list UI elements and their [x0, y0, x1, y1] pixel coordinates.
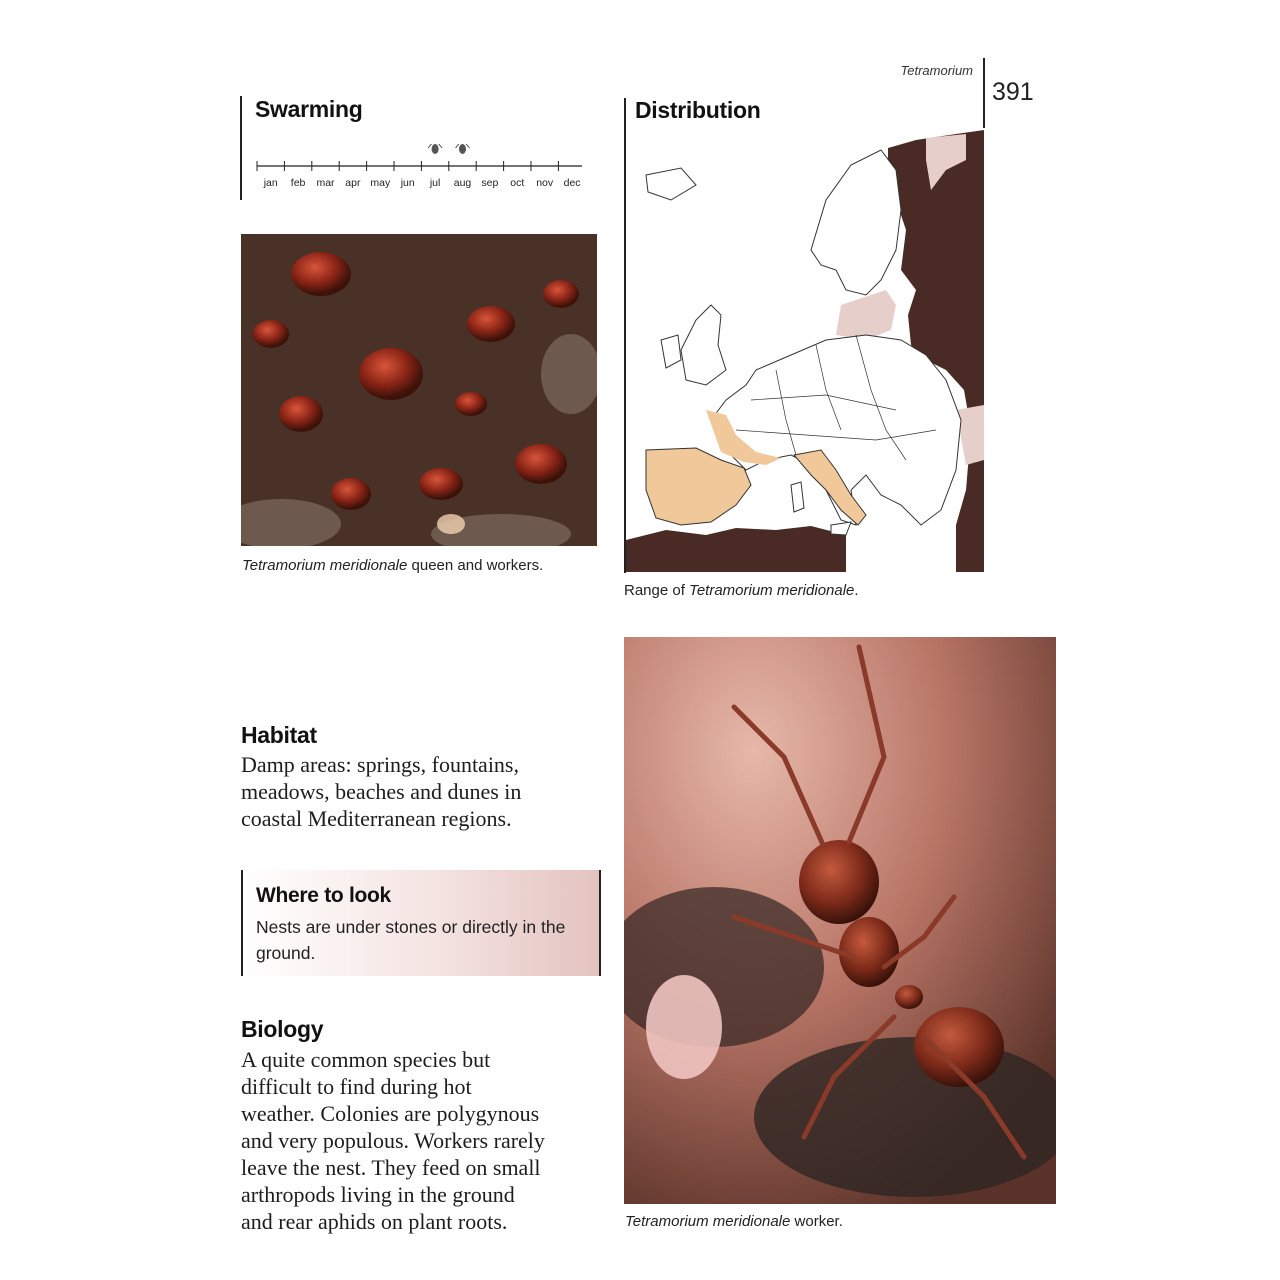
month-label-sep: sep	[481, 177, 499, 189]
swarming-title: Swarming	[255, 96, 363, 122]
ant-cluster-image	[241, 234, 597, 546]
caption-species: Tetramorium meridionale	[242, 557, 408, 574]
distribution-map	[626, 130, 984, 572]
habitat-line: meadows, beaches and dunes in	[241, 779, 522, 804]
month-label-oct: oct	[510, 177, 525, 189]
month-label-jun: jun	[400, 177, 415, 189]
habitat-line: coastal Mediterranean regions.	[241, 806, 512, 831]
worker-ant-image	[624, 637, 1056, 1204]
month-label-aug: aug	[453, 177, 472, 189]
biology-line: weather. Colonies are polygynous	[241, 1101, 540, 1126]
habitat-title: Habitat	[241, 722, 317, 748]
caption-suffix: .	[854, 582, 859, 599]
month-label-may: may	[370, 177, 391, 189]
winged-ant-icon	[426, 144, 444, 154]
month-label-apr: apr	[345, 177, 361, 189]
caption-species: Tetramorium meridionale	[625, 1213, 791, 1230]
where-to-look-title: Where to look	[256, 884, 391, 907]
month-label-mar: mar	[316, 177, 335, 189]
where-to-look-panel	[241, 870, 601, 976]
header-divider	[983, 58, 985, 128]
biology-line: leave the nest. They feed on small	[241, 1155, 541, 1180]
caption-text: queen and workers.	[407, 557, 544, 574]
biology-title: Biology	[241, 1016, 324, 1042]
habitat-text	[241, 751, 621, 832]
caption-distribution	[624, 582, 859, 599]
running-head: Tetramorium	[900, 63, 973, 78]
caption-queen-workers	[242, 557, 543, 574]
photo-worker	[624, 637, 1056, 1204]
page-number: 391	[992, 78, 1034, 106]
where-line: ground.	[256, 943, 316, 963]
map-outside-range-south	[626, 526, 846, 572]
winged-ant-icon	[454, 144, 472, 154]
caption-text: worker.	[790, 1213, 843, 1230]
biology-text	[241, 1046, 621, 1235]
swarming-timeline	[252, 144, 582, 194]
biology-line: difficult to find during hot	[241, 1074, 472, 1099]
caption-species: Tetramorium meridionale	[689, 582, 855, 599]
caption-worker	[625, 1213, 843, 1230]
biology-line: arthropods living in the ground	[241, 1182, 515, 1207]
month-label-dec: dec	[563, 177, 581, 189]
distribution-title: Distribution	[635, 97, 761, 123]
biology-line: and very populous. Workers rarely	[241, 1128, 545, 1153]
biology-line: A quite common species but	[241, 1047, 491, 1072]
habitat-line: Damp areas: springs, fountains,	[241, 752, 519, 777]
caption-prefix: Range of	[624, 582, 690, 599]
swarming-panel	[240, 96, 592, 200]
month-label-feb: feb	[290, 177, 306, 189]
month-label-jan: jan	[263, 177, 278, 189]
month-label-jul: jul	[429, 177, 441, 189]
biology-line: and rear aphids on plant roots.	[241, 1209, 508, 1234]
photo-queen-and-workers	[241, 234, 597, 546]
month-label-nov: nov	[536, 177, 554, 189]
where-line: Nests are under stones or directly in the	[256, 917, 566, 937]
where-to-look-text	[256, 914, 591, 966]
